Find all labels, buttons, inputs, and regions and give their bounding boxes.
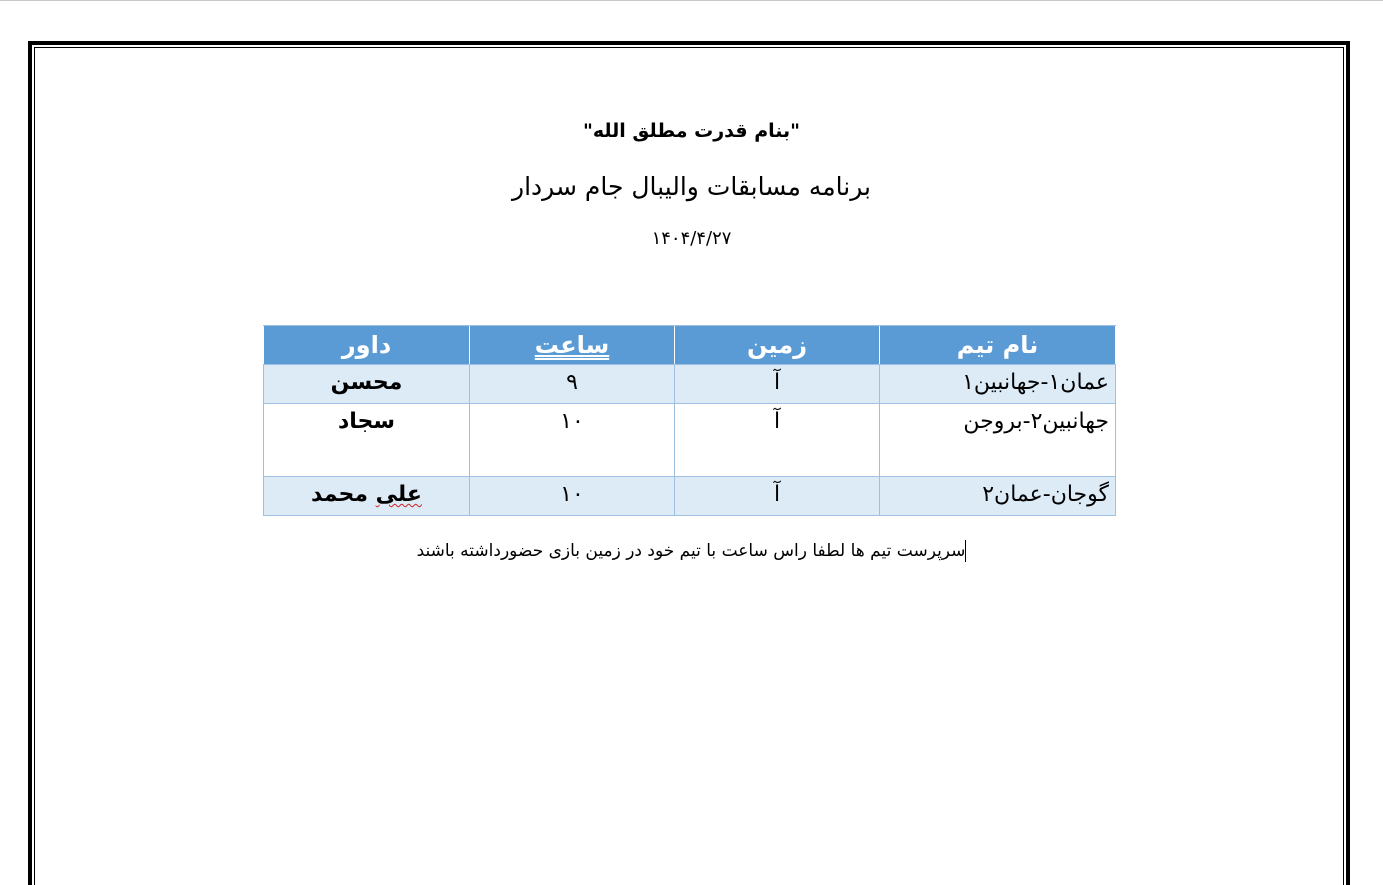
document-title: برنامه مسابقات والیبال جام سردار	[512, 172, 871, 201]
document-date: ۱۴۰۴/۴/۲۷	[651, 228, 732, 249]
referee-name-misspelled: علی	[375, 482, 422, 507]
header-field: زمین	[675, 326, 880, 365]
header-hour	[470, 326, 675, 365]
header-team: نام تیم	[880, 326, 1116, 365]
top-rule	[0, 0, 1383, 1]
cell-field[interactable]: آ	[675, 404, 880, 477]
table-header-row	[264, 326, 1116, 365]
header-referee: داور	[264, 326, 470, 365]
cell-hour[interactable]: ۹	[470, 365, 675, 404]
referee-name: سجاد	[337, 409, 396, 434]
cell-field[interactable]: آ	[675, 365, 880, 404]
referee-name: محسن	[330, 370, 403, 395]
cell-hour[interactable]: ۱۰	[470, 477, 675, 516]
cell-team[interactable]: جهانبین۲-بروجن	[880, 404, 1116, 477]
schedule-table	[263, 325, 1116, 516]
referee-name: محمد	[311, 482, 368, 507]
table-row	[264, 404, 1116, 477]
note-text: سرپرست تیم ها لطفا راس ساعت با تیم خود در زمین بازی حضورداشته باشند	[416, 541, 966, 561]
table-row	[264, 477, 1116, 516]
header-hour-label: ساعت	[534, 331, 610, 359]
cell-field[interactable]: آ	[675, 477, 880, 516]
cell-hour[interactable]: ۱۰	[470, 404, 675, 477]
cell-referee[interactable]	[264, 404, 470, 477]
table-row	[264, 365, 1116, 404]
cell-team[interactable]: عمان۱-جهانبین۱	[880, 365, 1116, 404]
cell-team[interactable]: گوجان-عمان۲	[880, 477, 1116, 516]
document-heading-basmala: "بنام قدرت مطلق الله"	[582, 120, 801, 142]
text-cursor	[965, 540, 966, 562]
cell-referee[interactable]	[264, 365, 470, 404]
note-paragraph[interactable]	[0, 540, 1383, 562]
cell-referee[interactable]	[264, 477, 470, 516]
